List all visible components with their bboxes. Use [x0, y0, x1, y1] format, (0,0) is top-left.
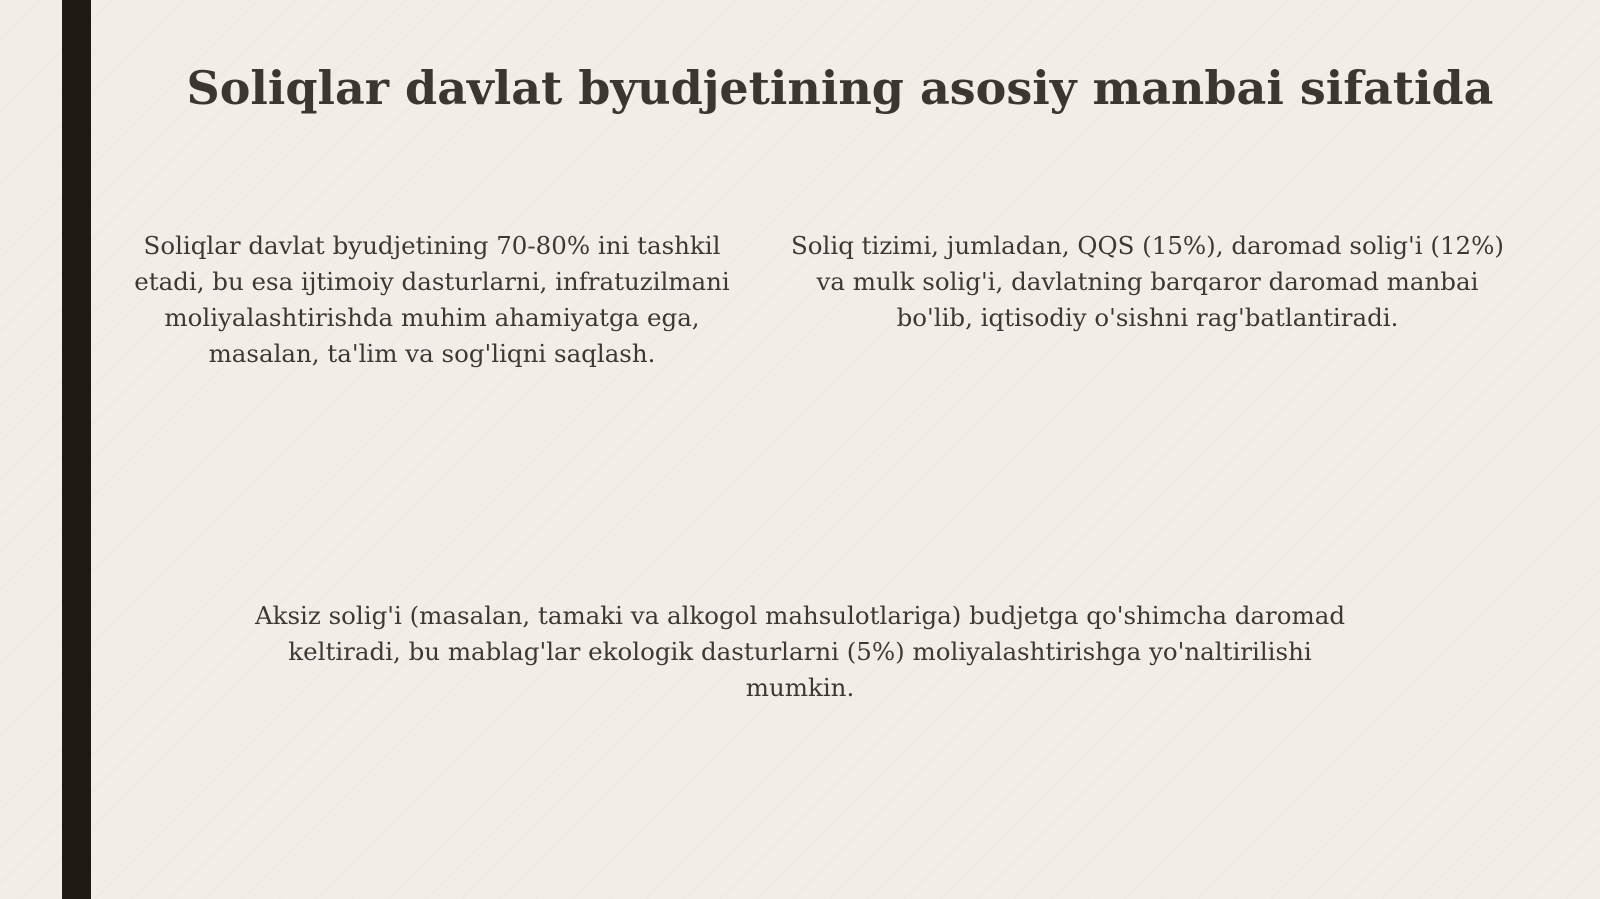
paragraph-left: Soliqlar davlat byudjetining 70-80% ini tashkil etadi, bu esa ijtimoiy dasturlarni, infratuzilmani moliyalashtirishda muhim ahamiyatga ega, masalan, ta'lim va sog'liqni saqlash. [134, 231, 730, 368]
paragraph-bottom: Aksiz solig'i (masalan, tamaki va alkogol mahsulotlariga) budjetga qo'shimcha daromad keltiradi, bu mablag'lar ekologik dasturlarni (5%) moliyalashtirishga yo'naltirilishi mumkin. [254, 601, 1346, 702]
slide-title: Soliqlar davlat byudjetining asosiy manbai sifatida [186, 61, 1494, 115]
paragraph-right: Soliq tizimi, jumladan, QQS (15%), daromad solig'i (12%) va mulk solig'i, davlatning barqaror daromad manbai bo'lib, iqtisodiy o'sishni rag'batlantiradi. [790, 231, 1504, 332]
accent-bar [62, 0, 91, 899]
